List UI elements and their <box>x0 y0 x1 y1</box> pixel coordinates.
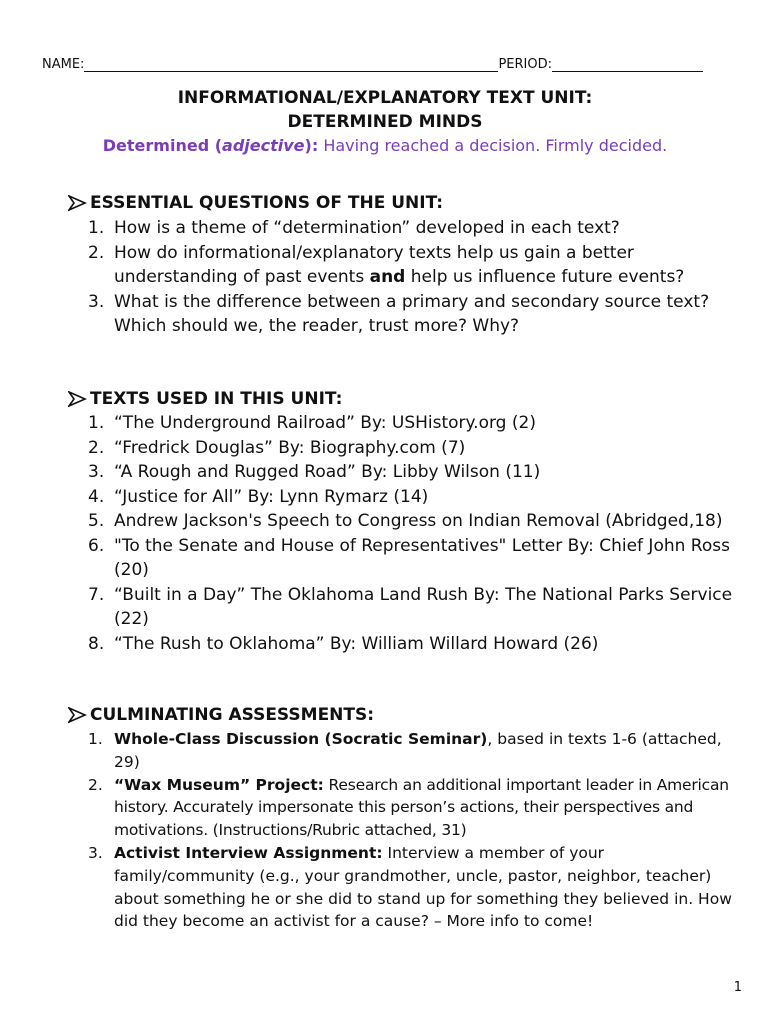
name-label: NAME: <box>42 57 85 72</box>
item-number: 5. <box>88 511 105 531</box>
item-number: 2. <box>88 242 105 263</box>
item-text: What is the difference between a primary and secondary source text? Which should we, the reader, trust more? Why? <box>114 291 710 336</box>
list-item <box>88 436 738 461</box>
list-item <box>88 290 738 339</box>
list-item <box>88 774 738 842</box>
arrowhead-bullet-icon <box>68 195 90 211</box>
name-blank[interactable] <box>84 57 498 72</box>
item-title: “Wax Museum” Project: <box>114 775 324 794</box>
item-text: “The Underground Railroad” By: USHistory.org (2) <box>114 413 536 433</box>
item-text: “Fredrick Douglas” By: Biography.com (7) <box>114 437 466 458</box>
item-text: "To the Senate and House of Representatives" Letter By: Chief John Ross (20) <box>114 535 730 580</box>
item-text: How is a theme of “determination” developed in each text? <box>114 218 620 238</box>
item-number: 2. <box>88 437 105 458</box>
list-item <box>88 241 738 290</box>
list-item <box>88 728 738 774</box>
item-text: “Justice for All” By: Lynn Rymarz (14) <box>114 486 429 507</box>
list-item <box>88 842 738 933</box>
definition-term-close: ): <box>304 136 319 155</box>
unit-subtitle: DETERMINED MINDS <box>287 112 483 132</box>
list-item <box>88 411 738 436</box>
item-text: How do informational/explanatory texts help us gain a better understanding of past events <box>114 242 634 287</box>
item-number: 1. <box>88 218 105 238</box>
texts-used-heading <box>68 389 342 409</box>
item-text: Andrew Jackson's Speech to Congress on Indian Removal (Abridged,18) <box>114 511 723 531</box>
list-item <box>88 583 738 632</box>
definition-part-of-speech: adjective <box>222 136 305 155</box>
list-item <box>88 216 738 241</box>
item-number: 3. <box>88 462 105 482</box>
item-text: , based in texts 1-6 (attached, 29) <box>114 730 722 771</box>
definition <box>0 136 770 155</box>
item-number: 7. <box>88 584 105 605</box>
item-text: help us influence future events? <box>405 267 685 287</box>
list-item <box>88 509 738 534</box>
item-number: 1. <box>88 413 105 433</box>
section-title: ESSENTIAL QUESTIONS OF THE UNIT: <box>90 193 444 213</box>
list-item <box>88 460 738 485</box>
definition-term: Determined ( <box>102 136 223 155</box>
arrowhead-bullet-icon <box>68 707 90 723</box>
page-number: 1 <box>733 980 742 995</box>
section-title: TEXTS USED IN THIS UNIT: <box>90 389 343 409</box>
item-text: “A Rough and Rugged Road” By: Libby Wilson (11) <box>114 462 541 482</box>
item-number: 8. <box>88 633 105 654</box>
unit-title: INFORMATIONAL/EXPLANATORY TEXT UNIT: <box>177 88 593 108</box>
texts-used-list <box>88 411 738 656</box>
item-number: 3. <box>88 843 103 862</box>
list-item <box>88 485 738 510</box>
item-emphasis: and <box>369 267 406 287</box>
item-text: Interview a member of your family/community (e.g., your grandmother, uncle, pastor, neighbor, teacher) about something he or she did to stand up for something they believed in. How did they become an activist for a cause? – More info to come! <box>114 843 732 931</box>
item-title: Whole-Class Discussion (Socratic Seminar) <box>114 730 488 748</box>
list-item <box>88 534 738 583</box>
essential-questions-heading <box>68 193 443 213</box>
item-text: “The Rush to Oklahoma” By: William Willard Howard (26) <box>114 633 599 654</box>
student-header <box>42 57 726 72</box>
item-number: 2. <box>88 775 103 794</box>
item-number: 6. <box>88 535 105 556</box>
item-title: Activist Interview Assignment: <box>114 843 383 862</box>
section-title: CULMINATING ASSESSMENTS: <box>90 705 375 725</box>
assessments-heading <box>68 705 374 725</box>
essential-questions-list <box>88 216 738 339</box>
item-number: 3. <box>88 291 105 312</box>
arrowhead-bullet-icon <box>68 391 90 407</box>
item-number: 1. <box>88 730 103 748</box>
assessments-list <box>88 728 738 933</box>
period-label: PERIOD: <box>498 57 552 72</box>
item-text: Research an additional important leader in American history. Accurately impersonate this person’s actions, their perspectives and motivations. (Instructions/Rubric attached, 31) <box>114 775 729 840</box>
period-blank[interactable] <box>552 57 703 72</box>
list-item <box>88 632 738 657</box>
item-text: “Built in a Day” The Oklahoma Land Rush By: The National Parks Service (22) <box>114 584 733 629</box>
definition-text: Having reached a decision. Firmly decided. <box>318 136 668 155</box>
item-number: 4. <box>88 486 105 507</box>
